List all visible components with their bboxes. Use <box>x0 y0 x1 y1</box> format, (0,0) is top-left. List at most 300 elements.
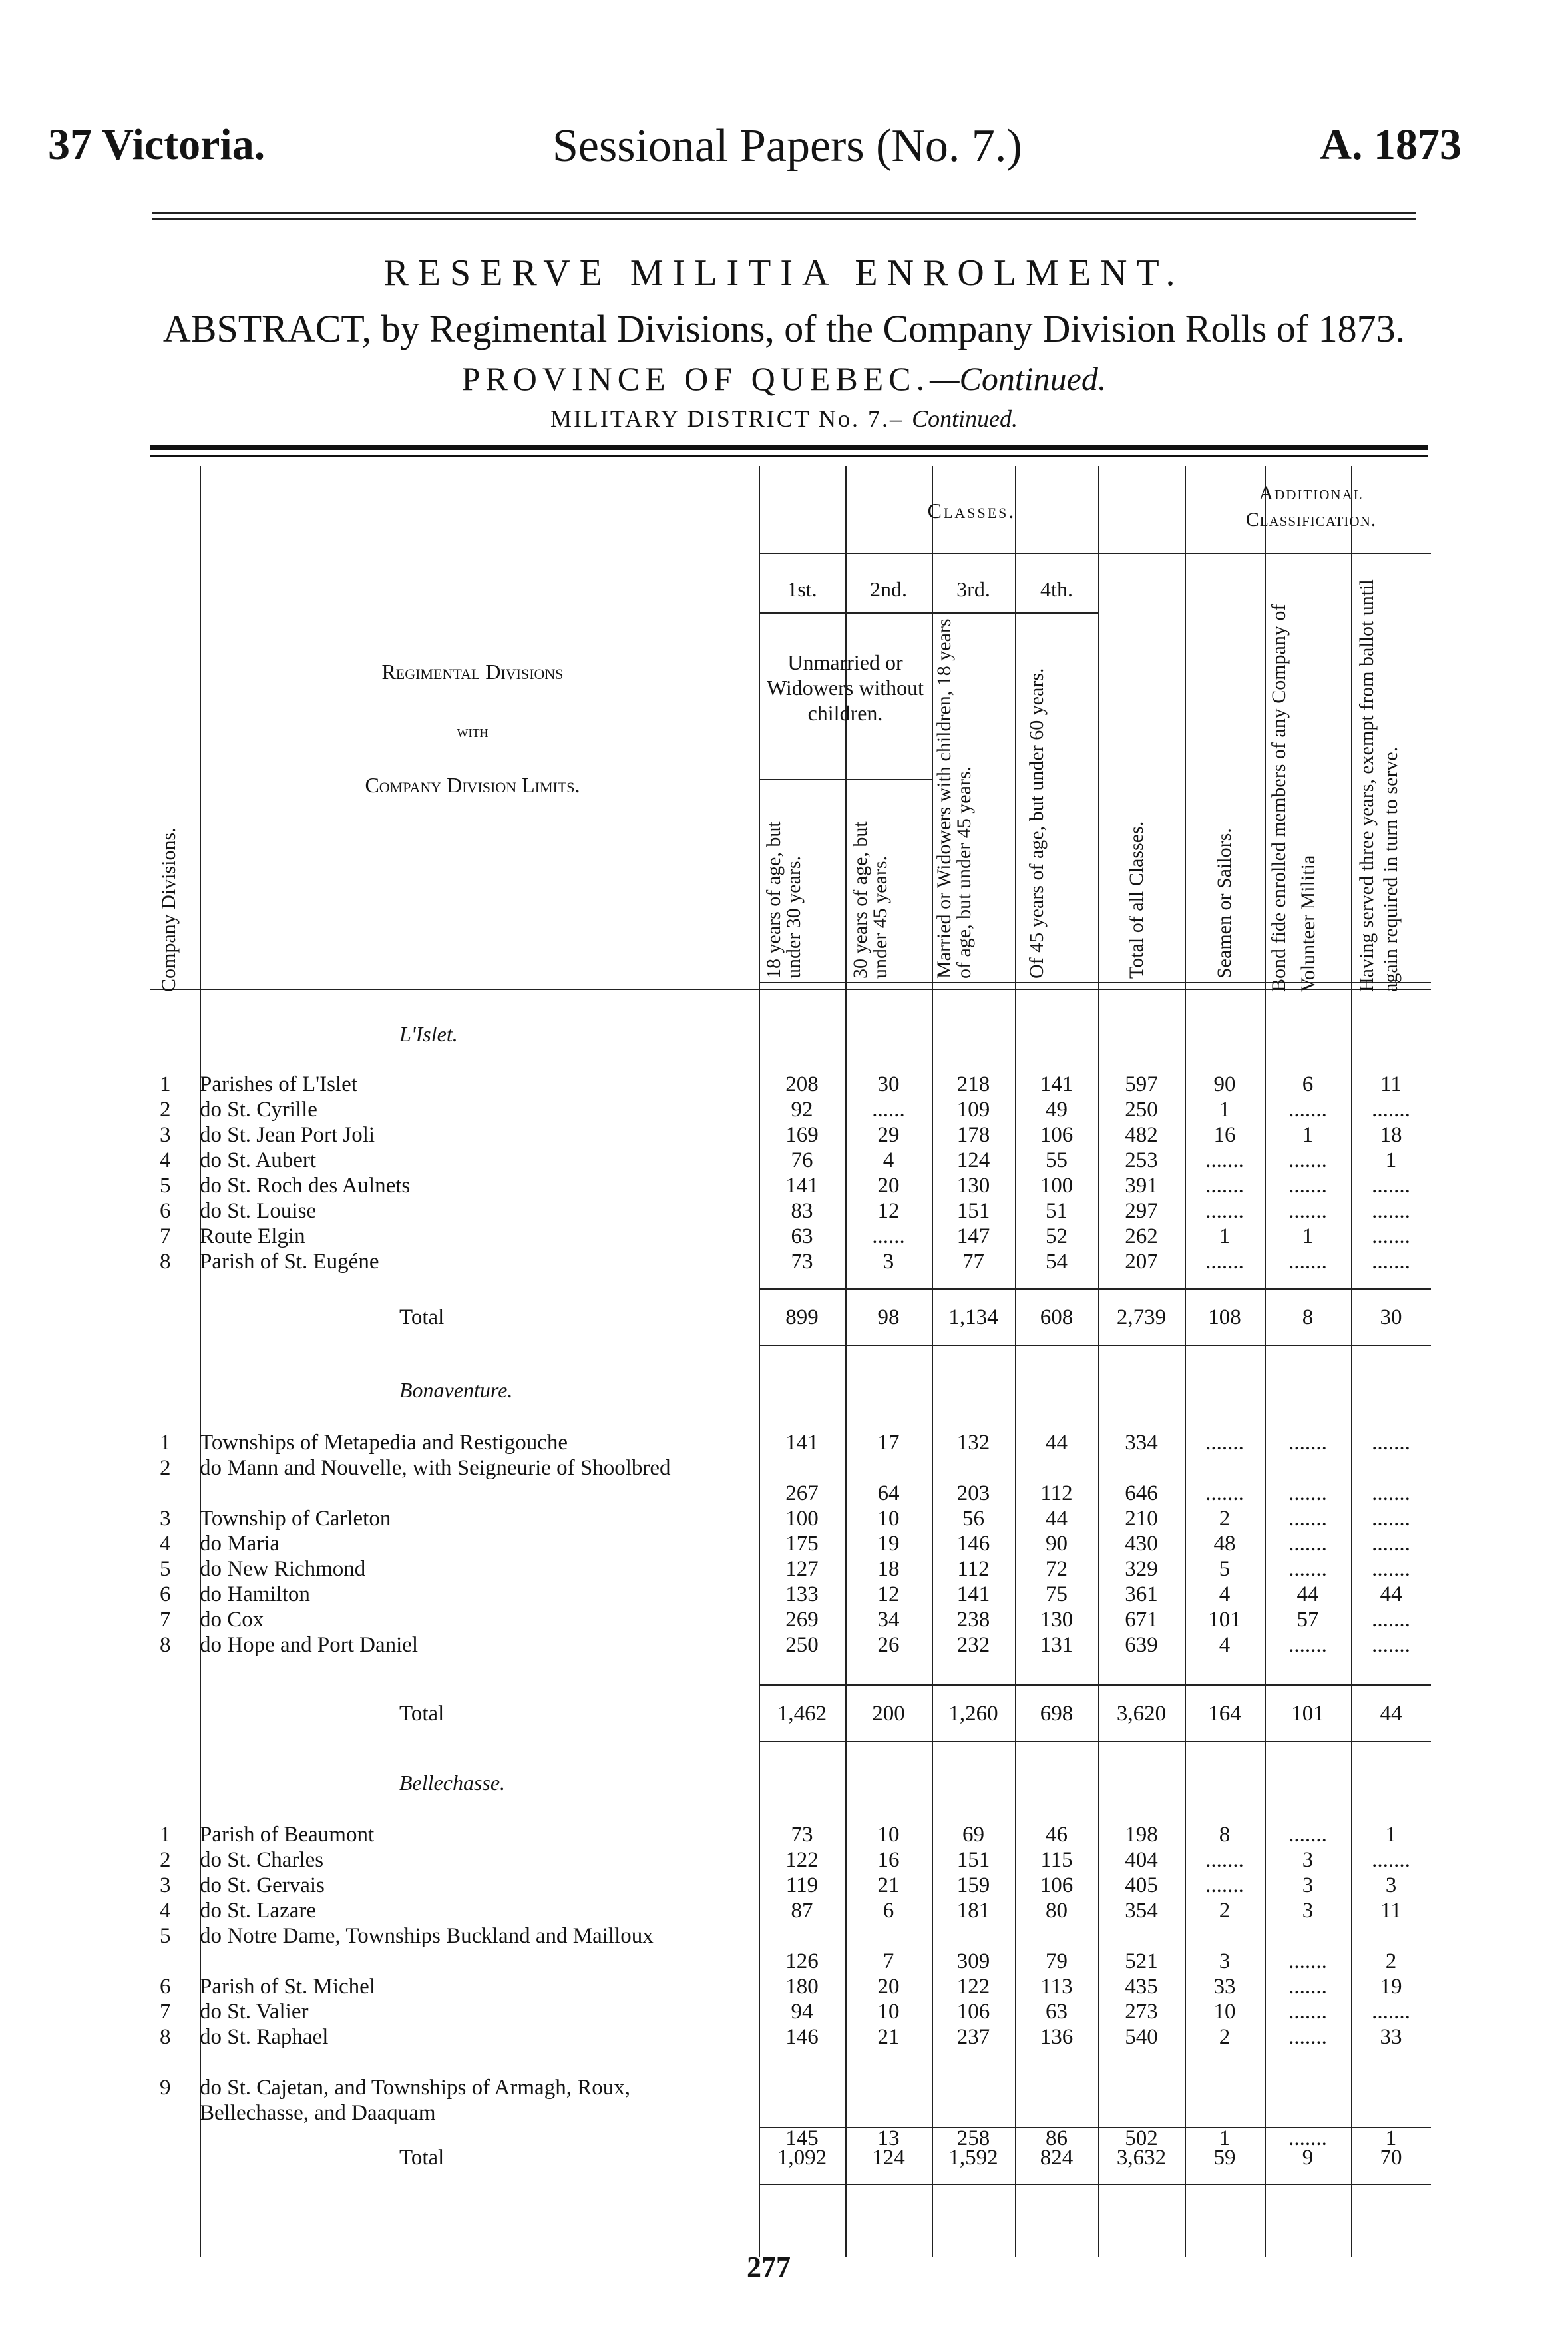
cell-served: 44 <box>1380 1582 1402 1606</box>
cell-c2: 30 <box>877 1072 900 1096</box>
header-volume: 37 Victoria. <box>48 120 266 169</box>
cell-seamen: 5 <box>1219 1557 1231 1581</box>
row-label: do Mann and Nouvelle, with Seigneurie of Shoolbred <box>200 1456 671 1480</box>
cell-total: 404 <box>1125 1848 1158 1872</box>
table-row <box>0 1455 1568 1505</box>
row-label: Township of Carleton <box>200 1507 391 1530</box>
cell-total: 646 <box>1125 1481 1158 1505</box>
row-rule <box>759 553 1185 554</box>
col-regimental-1: Regimental Divisions <box>381 660 564 684</box>
cell-c4: 63 <box>1046 2000 1068 2024</box>
col-class-3rd: 3rd. <box>956 577 990 601</box>
cell-c1: 63 <box>791 1224 813 1248</box>
total-cell-total: 3,620 <box>1116 1702 1167 1726</box>
header-sessional-papers: Sessional Papers (No. 7.) <box>552 120 1022 172</box>
cell-c2: 7 <box>882 1949 894 1973</box>
cell-c3: 258 <box>956 2126 990 2150</box>
row-label: do New Richmond <box>200 1557 366 1581</box>
total-cell-seamen: 59 <box>1213 2146 1236 2170</box>
table-row <box>0 1198 1568 1224</box>
cell-c1: 73 <box>791 1250 813 1274</box>
cell-volunteer: ....... <box>1288 2000 1327 2024</box>
col-seamen: Seamen or Sailors. <box>1213 828 1235 979</box>
cell-c1: 175 <box>785 1532 819 1556</box>
document-title: RESERVE MILITIA ENROLMENT. <box>383 252 1185 294</box>
cell-c4: 113 <box>1040 1975 1073 1998</box>
table-row <box>0 1224 1568 1249</box>
cell-volunteer: ....... <box>1288 1481 1327 1505</box>
cell-seamen: 1 <box>1219 2126 1231 2150</box>
cell-c3: 146 <box>956 1532 990 1556</box>
cell-served: ....... <box>1372 1098 1410 1122</box>
cell-c3: 309 <box>956 1949 990 1973</box>
row-rule <box>1185 553 1431 554</box>
table-row <box>0 1632 1568 1658</box>
cell-volunteer: 1 <box>1302 1224 1314 1248</box>
total-cell-seamen: 108 <box>1208 1305 1241 1329</box>
row-number: 8 <box>160 1250 171 1274</box>
cell-c4: 130 <box>1040 1608 1074 1632</box>
col-regimental-3: Company Division Limits. <box>365 773 580 797</box>
table-row <box>0 1506 1568 1531</box>
table-row <box>0 1582 1568 1607</box>
total-cell-c3: 1,260 <box>948 1702 998 1726</box>
cell-c1: 76 <box>791 1148 813 1172</box>
cell-seamen: 2 <box>1219 1507 1231 1530</box>
cell-total: 334 <box>1125 1431 1158 1455</box>
row-rule <box>759 1345 1431 1346</box>
cell-c1: 119 <box>785 1873 819 1897</box>
cell-total: 502 <box>1125 2126 1158 2150</box>
row-number: 5 <box>160 1557 171 1581</box>
cell-served: 3 <box>1385 1873 1397 1897</box>
cell-c2: 26 <box>877 1633 900 1657</box>
cell-c3: 238 <box>956 1608 990 1632</box>
row-rule <box>759 1741 1431 1742</box>
cell-c3: 122 <box>956 1975 990 1998</box>
col-married: Married or Widowers with children, 18 years of age, but under 45 years. <box>933 618 975 979</box>
total-cell-c2: 124 <box>872 2146 905 2170</box>
cell-served: ....... <box>1372 1507 1410 1530</box>
cell-seamen: 1 <box>1219 1224 1231 1248</box>
row-label: do St. Gervais <box>200 1873 325 1897</box>
cell-c3: 181 <box>956 1899 990 1923</box>
row-number: 4 <box>160 1148 171 1172</box>
cell-seamen: 101 <box>1208 1608 1241 1632</box>
section-heading: L'Islet. <box>399 1022 458 1046</box>
cell-seamen: 33 <box>1213 1975 1236 1998</box>
cell-served: ....... <box>1372 1633 1410 1657</box>
cell-c3: 147 <box>956 1224 990 1248</box>
row-label: do St. Louise <box>200 1199 317 1223</box>
cell-c2: 21 <box>877 1873 900 1897</box>
cell-c2: 20 <box>877 1975 900 1998</box>
cell-total: 639 <box>1125 1633 1158 1657</box>
row-number: 1 <box>160 1431 171 1455</box>
cell-c4: 55 <box>1046 1148 1068 1172</box>
cell-c3: 106 <box>956 2000 990 2024</box>
row-label: do St. Jean Port Joli <box>200 1123 375 1147</box>
row-label: Parish of Beaumont <box>200 1823 375 1847</box>
row-label: Route Elgin <box>200 1224 305 1248</box>
cell-c3: 132 <box>956 1431 990 1455</box>
row-label: Parishes of L'Islet <box>200 1072 357 1096</box>
cell-c1: 100 <box>785 1507 819 1530</box>
total-cell-c4: 698 <box>1040 1702 1074 1726</box>
row-number: 3 <box>160 1873 171 1897</box>
cell-served: 11 <box>1380 1899 1402 1923</box>
cell-served: 1 <box>1385 1148 1397 1172</box>
cell-volunteer: 44 <box>1296 1582 1319 1606</box>
cell-c1: 141 <box>785 1431 819 1455</box>
cell-served: ....... <box>1372 1608 1410 1632</box>
cell-c2: 21 <box>877 2025 900 2049</box>
cell-total: 597 <box>1125 1072 1158 1096</box>
header-rule-2 <box>152 218 1416 220</box>
row-number: 2 <box>160 1456 171 1480</box>
cell-c3: 151 <box>956 1848 990 1872</box>
cell-c4: 106 <box>1040 1873 1074 1897</box>
cell-volunteer: ....... <box>1288 1975 1327 1998</box>
cell-seamen: ....... <box>1205 1174 1244 1198</box>
cell-total: 521 <box>1125 1949 1158 1973</box>
cell-c4: 131 <box>1040 1633 1074 1657</box>
cell-c1: 92 <box>791 1098 813 1122</box>
row-number: 9 <box>160 2076 171 2100</box>
cell-c1: 180 <box>785 1975 819 1998</box>
col-regimental-2: with <box>457 722 489 741</box>
row-label: do St. Charles <box>200 1848 324 1872</box>
total-cell-c3: 1,134 <box>948 1305 998 1329</box>
total-cell-seamen: 164 <box>1208 1702 1241 1726</box>
cell-volunteer: ....... <box>1288 1532 1327 1556</box>
cell-total: 210 <box>1125 1507 1158 1530</box>
cell-volunteer: 6 <box>1302 1072 1314 1096</box>
cell-volunteer: 3 <box>1302 1848 1314 1872</box>
table-row <box>0 1999 1568 2024</box>
total-row <box>0 1701 1568 1726</box>
col-unmarried: Unmarried or Widowers without children. <box>766 650 924 725</box>
cell-c3: 232 <box>956 1633 990 1657</box>
cell-c2: 20 <box>877 1174 900 1198</box>
cell-seamen: ....... <box>1205 1199 1244 1223</box>
cell-volunteer: ....... <box>1288 1823 1327 1847</box>
cell-c1: 94 <box>791 2000 813 2024</box>
cell-c1: 169 <box>785 1123 819 1147</box>
cell-volunteer: ....... <box>1288 1098 1327 1122</box>
cell-c3: 203 <box>956 1481 990 1505</box>
cell-c2: ...... <box>872 1098 905 1122</box>
table-row <box>0 1898 1568 1923</box>
table-row <box>0 1148 1568 1173</box>
table-row <box>0 1556 1568 1582</box>
cell-total: 391 <box>1125 1174 1158 1198</box>
cell-c1: 269 <box>785 1608 819 1632</box>
col-class-4th: 4th. <box>1040 577 1073 601</box>
total-cell-served: 44 <box>1380 1702 1402 1726</box>
cell-total: 671 <box>1125 1608 1158 1632</box>
total-cell-volunteer: 9 <box>1302 2146 1314 2170</box>
cell-c1: 141 <box>785 1174 819 1198</box>
row-number: 3 <box>160 1123 171 1147</box>
cell-c4: 90 <box>1046 1532 1068 1556</box>
cell-c4: 112 <box>1040 1481 1073 1505</box>
cell-c4: 136 <box>1040 2025 1074 2049</box>
cell-seamen: 8 <box>1219 1823 1231 1847</box>
cell-total: 430 <box>1125 1532 1158 1556</box>
row-number: 2 <box>160 1848 171 1872</box>
cell-seamen: ....... <box>1205 1848 1244 1872</box>
cell-served: ....... <box>1372 1481 1410 1505</box>
table-row <box>0 2075 1568 2150</box>
cell-c2: 4 <box>882 1148 894 1172</box>
col-class-2nd: 2nd. <box>870 577 907 601</box>
cell-volunteer: ....... <box>1288 2126 1327 2150</box>
table-top-rule-2 <box>150 455 1428 457</box>
cell-c4: 100 <box>1040 1174 1074 1198</box>
cell-served: ....... <box>1372 1557 1410 1581</box>
cell-c2: 64 <box>877 1481 900 1505</box>
row-label: do St. Cajetan, and Townships of Armagh, Roux, Bellechasse, and Daaquam <box>200 2076 630 2125</box>
cell-served: 1 <box>1385 1823 1397 1847</box>
province-heading: PROVINCE OF QUEBEC.—Continued. <box>461 360 1107 397</box>
cell-total: 361 <box>1125 1582 1158 1606</box>
total-label: Total <box>399 1702 445 1726</box>
row-rule <box>759 1288 1431 1290</box>
cell-c2: 12 <box>877 1582 900 1606</box>
district-heading: MILITARY DISTRICT No. 7.– Continued. <box>550 405 1018 432</box>
row-rule <box>759 982 1431 983</box>
table-row <box>0 1072 1568 1097</box>
cell-seamen: 10 <box>1213 2000 1236 2024</box>
row-label: do Hope and Port Daniel <box>200 1633 419 1657</box>
cell-c3: 112 <box>957 1557 990 1581</box>
total-cell-total: 3,632 <box>1116 2146 1167 2170</box>
cell-c4: 86 <box>1046 2126 1068 2150</box>
cell-total: 297 <box>1125 1199 1158 1223</box>
cell-c3: 77 <box>962 1250 984 1274</box>
cell-volunteer: ....... <box>1288 1199 1327 1223</box>
cell-c4: 49 <box>1046 1098 1068 1122</box>
row-label: do St. Aubert <box>200 1148 317 1172</box>
cell-c3: 178 <box>956 1123 990 1147</box>
row-number: 7 <box>160 1608 171 1632</box>
cell-c1: 145 <box>785 2126 819 2150</box>
cell-c4: 46 <box>1046 1823 1068 1847</box>
total-label: Total <box>399 2146 445 2170</box>
row-number: 2 <box>160 1098 171 1122</box>
row-number: 8 <box>160 2025 171 2049</box>
cell-seamen: 2 <box>1219 1899 1231 1923</box>
cell-c4: 44 <box>1046 1431 1068 1455</box>
cell-total: 273 <box>1125 2000 1158 2024</box>
header-year: A. 1873 <box>1320 120 1462 169</box>
row-number: 7 <box>160 1224 171 1248</box>
cell-c2: 3 <box>882 1250 894 1274</box>
row-label: do St. Roch des Aulnets <box>200 1174 411 1198</box>
row-number: 6 <box>160 1199 171 1223</box>
section-heading: Bellechasse. <box>399 1771 506 1795</box>
table-row <box>0 1097 1568 1122</box>
cell-c4: 54 <box>1046 1250 1068 1274</box>
cell-volunteer: ....... <box>1288 1148 1327 1172</box>
cell-seamen: 90 <box>1213 1072 1236 1096</box>
cell-c2: 19 <box>877 1532 900 1556</box>
col-age-18-30: 18 years of age, but under 30 years. <box>763 821 805 979</box>
cell-total: 329 <box>1125 1557 1158 1581</box>
cell-c4: 115 <box>1040 1848 1073 1872</box>
cell-c1: 133 <box>785 1582 819 1606</box>
cell-volunteer: ....... <box>1288 1949 1327 1973</box>
cell-c1: 73 <box>791 1823 813 1847</box>
cell-c2: 29 <box>877 1123 900 1147</box>
cell-c2: 34 <box>877 1608 900 1632</box>
cell-total: 262 <box>1125 1224 1158 1248</box>
cell-c2: 10 <box>877 1507 900 1530</box>
cell-volunteer: 1 <box>1302 1123 1314 1147</box>
cell-c2: 6 <box>882 1899 894 1923</box>
cell-total: 207 <box>1125 1250 1158 1274</box>
col-age-45-60: Of 45 years of age, but under 60 years. <box>1026 668 1048 979</box>
cell-seamen: 2 <box>1219 2025 1231 2049</box>
total-cell-c4: 608 <box>1040 1305 1074 1329</box>
row-number: 6 <box>160 1975 171 1998</box>
table-row <box>0 1974 1568 1999</box>
table-row <box>0 1873 1568 1898</box>
row-label: Parish of St. Michel <box>200 1975 375 1998</box>
total-cell-c4: 824 <box>1040 2146 1074 2170</box>
col-age-30-45: 30 years of age, but under 45 years. <box>849 821 891 979</box>
total-label: Total <box>399 1305 445 1329</box>
cell-c1: 87 <box>791 1899 813 1923</box>
row-number: 5 <box>160 1174 171 1198</box>
table-row <box>0 1122 1568 1148</box>
cell-volunteer: ....... <box>1288 1431 1327 1455</box>
row-number: 5 <box>160 1924 171 1948</box>
col-additional-1: Additional <box>1259 482 1364 504</box>
cell-total: 540 <box>1125 2025 1158 2049</box>
total-cell-c2: 98 <box>877 1305 900 1329</box>
row-label: do Maria <box>200 1532 280 1556</box>
cell-volunteer: ....... <box>1288 1507 1327 1530</box>
cell-seamen: 16 <box>1213 1123 1236 1147</box>
cell-seamen: ....... <box>1205 1873 1244 1897</box>
cell-c2: 10 <box>877 1823 900 1847</box>
cell-total: 435 <box>1125 1975 1158 1998</box>
row-number: 4 <box>160 1899 171 1923</box>
row-label: do Hamilton <box>200 1582 310 1606</box>
cell-c1: 146 <box>785 2025 819 2049</box>
cell-c1: 122 <box>785 1848 819 1872</box>
cell-volunteer: ....... <box>1288 1250 1327 1274</box>
cell-c4: 79 <box>1046 1949 1068 1973</box>
cell-seamen: ....... <box>1205 1481 1244 1505</box>
row-label: do St. Lazare <box>200 1899 317 1923</box>
table-row <box>0 1607 1568 1632</box>
cell-served: ....... <box>1372 2000 1410 2024</box>
cell-c3: 124 <box>956 1148 990 1172</box>
col-class-1st: 1st. <box>787 577 817 601</box>
cell-total: 405 <box>1125 1873 1158 1897</box>
total-cell-c2: 200 <box>872 1702 905 1726</box>
document-abstract: ABSTRACT, by Regimental Divisions, of the Company Division Rolls of 1873. <box>162 307 1406 350</box>
row-label: do St. Valier <box>200 2000 309 2024</box>
table-row <box>0 1923 1568 1973</box>
header-bottom-rule <box>150 989 1431 990</box>
cell-served: ....... <box>1372 1532 1410 1556</box>
col-additional-2: Classification. <box>1245 509 1377 531</box>
cell-served: 11 <box>1380 1072 1402 1096</box>
cell-c4: 52 <box>1046 1224 1068 1248</box>
row-number: 3 <box>160 1507 171 1530</box>
table-row <box>0 1430 1568 1455</box>
table-row <box>0 1822 1568 1847</box>
cell-served: 19 <box>1380 1975 1402 1998</box>
cell-c1: 250 <box>785 1633 819 1657</box>
cell-volunteer: ....... <box>1288 1174 1327 1198</box>
cell-volunteer: 3 <box>1302 1899 1314 1923</box>
cell-c4: 72 <box>1046 1557 1068 1581</box>
row-number: 7 <box>160 2000 171 2024</box>
row-number: 1 <box>160 1072 171 1096</box>
cell-c3: 56 <box>962 1507 984 1530</box>
row-rule <box>759 1684 1431 1686</box>
cell-volunteer: 3 <box>1302 1873 1314 1897</box>
total-cell-volunteer: 101 <box>1291 1702 1324 1726</box>
row-number: 8 <box>160 1633 171 1657</box>
cell-seamen: ....... <box>1205 1250 1244 1274</box>
cell-served: ....... <box>1372 1199 1410 1223</box>
cell-seamen: ....... <box>1205 1431 1244 1455</box>
row-number: 6 <box>160 1582 171 1606</box>
cell-volunteer: 57 <box>1296 1608 1319 1632</box>
cell-total: 198 <box>1125 1823 1158 1847</box>
cell-c2: 16 <box>877 1848 900 1872</box>
cell-c2: 17 <box>877 1431 900 1455</box>
cell-total: 354 <box>1125 1899 1158 1923</box>
cell-c1: 127 <box>785 1557 819 1581</box>
cell-total: 250 <box>1125 1098 1158 1122</box>
col-served: Having served three years, exempt from ballot until again required in turn to serve. <box>1356 579 1402 992</box>
row-label: do St. Raphael <box>200 2025 329 2049</box>
cell-served: ....... <box>1372 1224 1410 1248</box>
cell-seamen: 1 <box>1219 1098 1231 1122</box>
cell-c3: 237 <box>956 2025 990 2049</box>
cell-c4: 44 <box>1046 1507 1068 1530</box>
cell-c3: 141 <box>956 1582 990 1606</box>
cell-c2: ...... <box>872 1224 905 1248</box>
cell-c2: 12 <box>877 1199 900 1223</box>
total-row <box>0 1305 1568 1330</box>
table-row <box>0 1173 1568 1198</box>
cell-c3: 109 <box>956 1098 990 1122</box>
cell-c4: 51 <box>1046 1199 1068 1223</box>
cell-c3: 151 <box>956 1199 990 1223</box>
cell-c1: 126 <box>785 1949 819 1973</box>
cell-served: ....... <box>1372 1250 1410 1274</box>
cell-volunteer: ....... <box>1288 1633 1327 1657</box>
cell-c3: 69 <box>962 1823 984 1847</box>
total-cell-c1: 1,462 <box>777 1702 827 1726</box>
cell-total: 482 <box>1125 1123 1158 1147</box>
total-cell-c3: 1,592 <box>948 2146 998 2170</box>
cell-served: ....... <box>1372 1431 1410 1455</box>
row-rule <box>759 2184 1431 2185</box>
cell-seamen: 4 <box>1219 1582 1231 1606</box>
col-classes: Classes. <box>927 499 1016 523</box>
cell-volunteer: ....... <box>1288 2025 1327 2049</box>
table-top-rule <box>150 445 1428 450</box>
